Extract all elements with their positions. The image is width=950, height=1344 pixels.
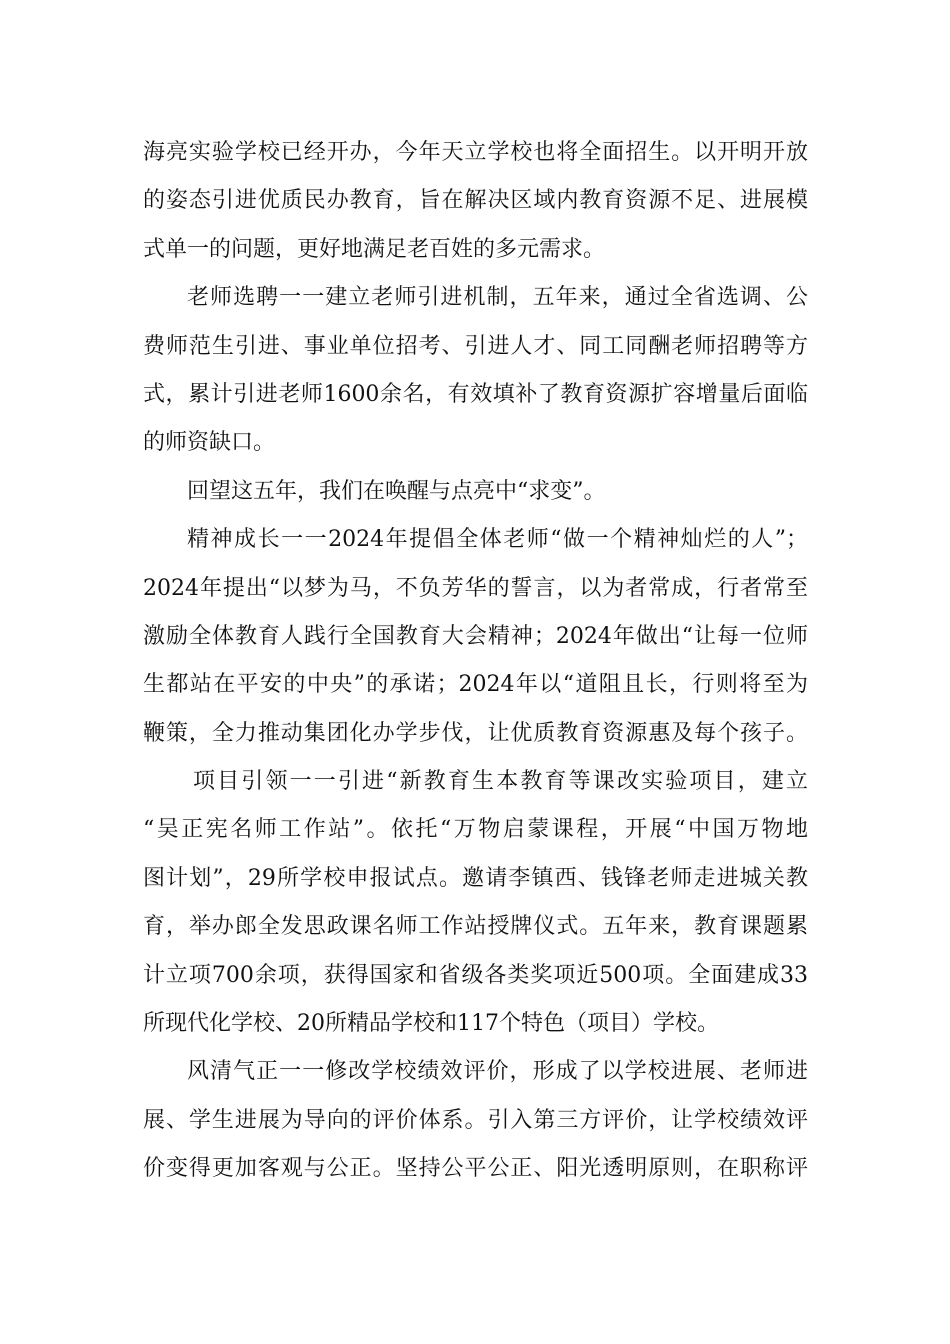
text-line: 式单一的问题，更好地满足老百姓的多元需求。 [143,236,606,262]
text-line: 费师范生引进、事业单位招考、引进人才、同工同酬老师招聘等方 [143,333,808,359]
text-line: 的师资缺口。 [143,430,276,456]
text-line: 展、学生进展为导向的评价体系。引入第三方评价，让学校绩效评 [143,1107,808,1133]
text-line: 鞭策，全力推动集团化办学步伐，让优质教育资源惠及每个孩子。 [143,720,808,746]
text-line: 所现代化学校、20所精品学校和117个特色（项目）学校。 [143,1011,719,1037]
text-line: 项目引领一一引进“新教育生本教育等课改实验项目，建立 [193,769,808,795]
document-body [143,129,808,1194]
text-line: 的姿态引进优质民办教育，旨在解决区域内教育资源不足、进展模 [143,188,808,214]
text-line: 精神成长一一2024年提倡全体老师“做一个精神灿烂的人”； [187,527,808,553]
text-line: “吴正宪名师工作站”。依托“万物启蒙课程，开展“中国万物地 [143,817,808,843]
text-line: 图计划”，29所学校申报试点。邀请李镇西、钱锋老师走进城关教 [143,865,808,891]
text-line: 激励全体教育人践行全国教育大会精神；2024年做出“让每一位师 [143,623,808,649]
text-line: 式，累计引进老师1600余名，有效填补了教育资源扩容增量后面临 [143,381,808,407]
text-line: 生都站在平安的中央”的承诺；2024年以“道阻且长，行则将至为 [143,672,808,698]
text-line: 2024年提出“以梦为马，不负芳华的誓言，以为者常成，行者常至 [143,575,808,601]
text-line: 回望这五年，我们在唤醒与点亮中“求变”。 [187,478,606,504]
text-line: 老师选聘一一建立老师引进机制，五年来，通过全省选调、公 [187,285,808,311]
text-line: 计立项700余项，获得国家和省级各类奖项近500项。全面建成33 [143,962,808,988]
text-line: 风清气正一一修改学校绩效评价，形成了以学校进展、老师进 [187,1059,808,1085]
text-line: 价变得更加客观与公正。坚持公平公正、阳光透明原则，在职称评 [143,1156,808,1182]
text-line: 海亮实验学校已经开办，今年天立学校也将全面招生。以开明开放 [143,140,808,165]
text-line: 育，举办郎全发思政课名师工作站授牌仪式。五年来，教育课题累 [143,914,808,940]
